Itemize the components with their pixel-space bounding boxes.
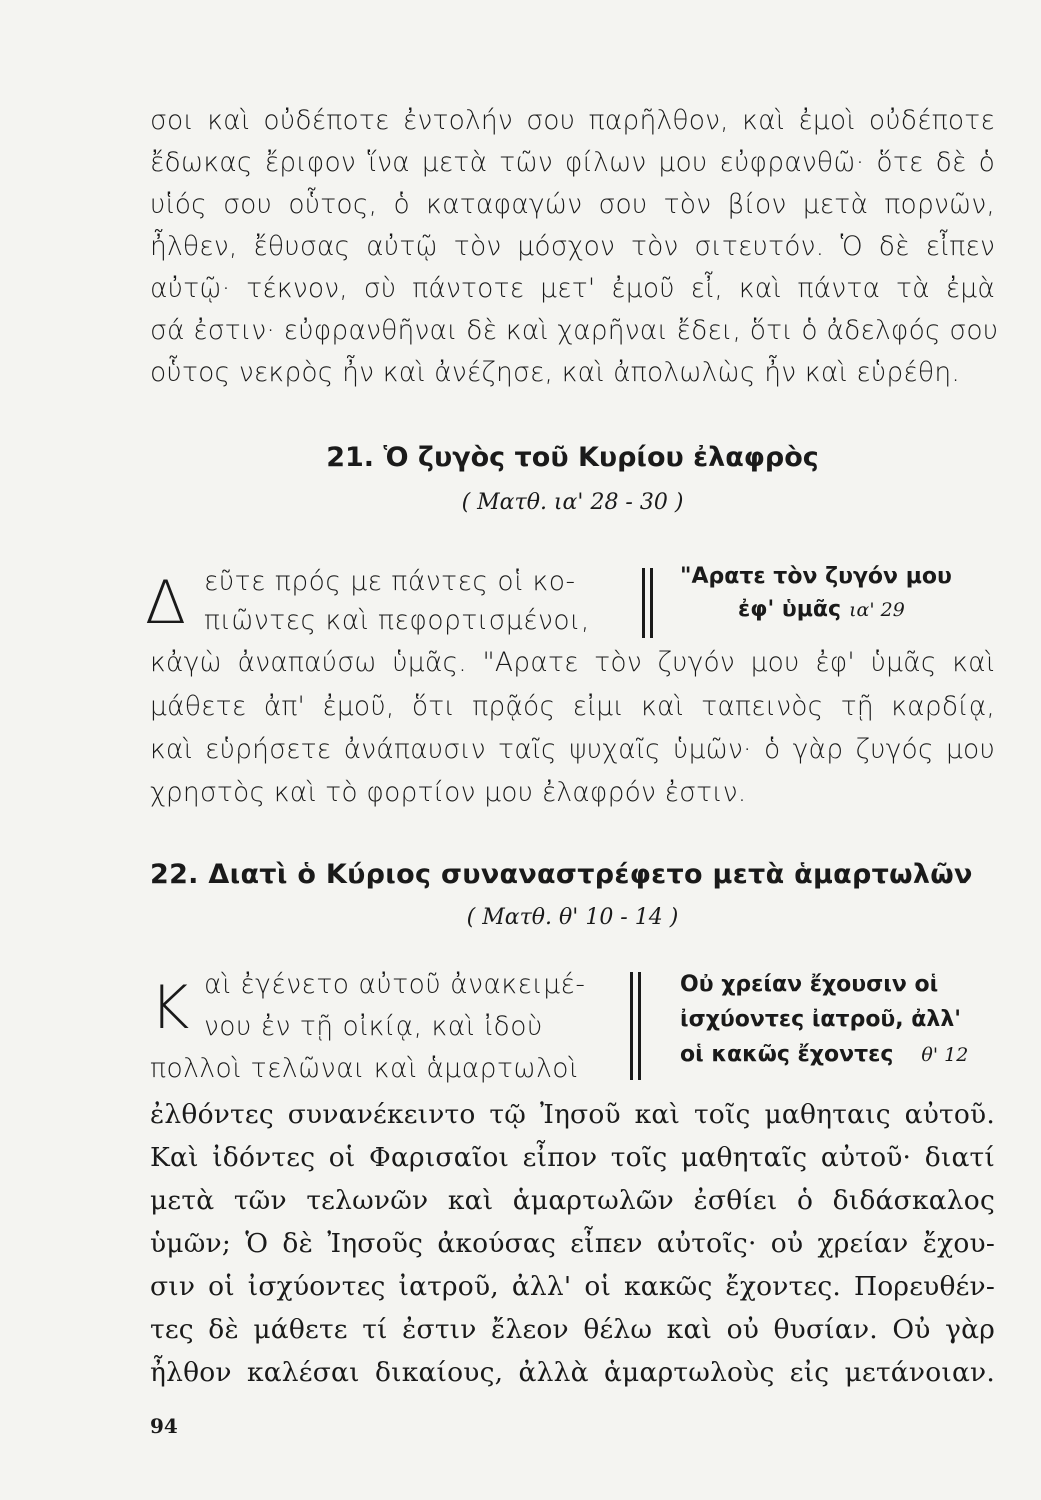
section-22-side-quote-ref: θ' 12 (921, 1044, 969, 1066)
section-22-side-quote-line: οἱ κακῶς ἔχοντες (680, 1042, 894, 1067)
section-22-body-line: ἦλθον καλέσαι δικαίους, ἀλλὰ ἁμαρτωλοὺς εἰς μετάνοιαν. (150, 1357, 995, 1388)
section-21-body-line: κἀγὼ ἀναπαύσω ὑμᾶς. "Αρατε τὸν ζυγόν μου ἐφ' ὑμᾶς καὶ (150, 647, 995, 678)
section-22-side-quote-line: Οὐ χρείαν ἔχουσιν οἱ (680, 972, 939, 997)
intro-line: ἔδωκας ἔριφον ἵνα μετὰ τῶν φίλων μου εὐφρανθῶ· ὅτε δὲ ὁ (150, 147, 995, 178)
section-21-dropcap: Δ (145, 568, 187, 638)
section-21-side-quote-line: ἐφ' ὑμᾶς (738, 597, 842, 622)
section-21-title: 21. Ὁ ζυγὸς τοῦ Κυρίου ἐλαφρὸς (326, 442, 819, 473)
page-number: 94 (150, 1414, 178, 1438)
section-22-body-line: Καὶ ἰδόντες οἱ Φαρισαῖοι εἶπον τοῖς μαθηταῖς αὐτοῦ· διατί (150, 1142, 995, 1173)
section-22-title: 22. Διατὶ ὁ Κύριος συναναστρέφετο μετὰ ἁμαρτωλῶν (150, 859, 973, 890)
section-22-opening-line: αὶ ἐγένετο αὐτοῦ ἀνακειμέ- (204, 969, 586, 1000)
section-21-side-quote-ref: ια' 29 (849, 599, 905, 621)
intro-line: αὐτῷ· τέκνον, σὺ πάντοτε μετ' ἐμοῦ εἶ, καὶ πάντα τὰ ἐμὰ (150, 273, 995, 304)
section-22-body-line: ὑμῶν; Ὁ δὲ Ἰησοῦς ἀκούσας εἶπεν αὐτοῖς· οὐ χρείαν ἔχου- (150, 1228, 995, 1259)
section-21-body-line: μάθετε ἀπ' ἐμοῦ, ὅτι πρᾷός εἰμι καὶ ταπεινὸς τῇ καρδίᾳ, (150, 691, 995, 722)
section-21-side-quote-line: "Αρατε τὸν ζυγόν μου (680, 564, 952, 589)
intro-line: υἱός σου οὗτος, ὁ καταφαγών σου τὸν βίον μετὰ πορνῶν, (150, 189, 995, 220)
section-22-body-line: σιν οἱ ἰσχύοντες ἰατροῦ, ἀλλ' οἱ κακῶς ἔχοντες. Πορευθέν- (150, 1271, 995, 1302)
intro-line: σά ἐστιν· εὐφρανθῆναι δὲ καὶ χαρῆναι ἔδει, ὅτι ὁ ἀδελφός σου (150, 315, 999, 346)
section-22-body-line: τες δὲ μάθετε τί ἐστιν ἔλεον θέλω καὶ οὐ θυσίαν. Οὐ γὰρ (150, 1314, 995, 1345)
section-21-opening-line: εῦτε πρός με πάντες οἱ κο- (204, 566, 576, 597)
section-21-body-line: καὶ εὑρήσετε ἀνάπαυσιν ταῖς ψυχαῖς ὑμῶν· ὁ γὰρ ζυγός μου (150, 734, 995, 765)
section-22-body-line: ἐλθόντες συνανέκειντο τῷ Ἰησοῦ καὶ τοῖς μαθηταις αὐτοῦ. (150, 1099, 995, 1130)
section-22-quote-divider (638, 972, 641, 1080)
section-21-body-line: χρηστὸς καὶ τὸ φορτίον μου ἐλαφρόν ἐστιν. (150, 777, 747, 808)
section-22-opening-line: νου ἐν τῇ οἰκίᾳ, καὶ ἰδοὺ (204, 1011, 543, 1042)
section-22-reference: ( Ματθ. θ' 10 - 14 ) (466, 905, 679, 930)
section-21-quote-divider (642, 568, 645, 638)
intro-line: σοι καὶ οὐδέποτε ἐντολήν σου παρῆλθον, καὶ ἐμοὶ οὐδέποτε (150, 105, 995, 136)
section-22-quote-divider (630, 972, 633, 1080)
section-21-reference: ( Ματθ. ια' 28 - 30 ) (461, 490, 684, 515)
section-21-opening-line: πιῶντες καὶ πεφορτισμένοι, (204, 605, 590, 636)
section-22-opening-line: πολλοὶ τελῶναι καὶ ἁμαρτωλοὶ (150, 1053, 579, 1084)
intro-line: ἦλθεν, ἔθυσας αὐτῷ τὸν μόσχον τὸν σιτευτόν. Ὁ δὲ εἶπεν (150, 231, 995, 262)
section-21-quote-divider (650, 568, 653, 638)
section-22-side-quote (680, 1038, 968, 1072)
section-22-side-quote-line: ἰσχύοντες ἰατροῦ, ἀλλ' (680, 1007, 961, 1032)
intro-line: οὗτος νεκρὸς ἦν καὶ ἀνέζησε, καὶ ἀπολωλὼς ἦν καὶ εὑρέθη. (150, 357, 960, 388)
section-22-body-line: μετὰ τῶν τελωνῶν καὶ ἁμαρτωλῶν ἐσθίει ὁ διδάσκαλος (150, 1185, 995, 1216)
section-22-dropcap: Κ (150, 973, 190, 1043)
section-21-side-quote (738, 593, 905, 627)
